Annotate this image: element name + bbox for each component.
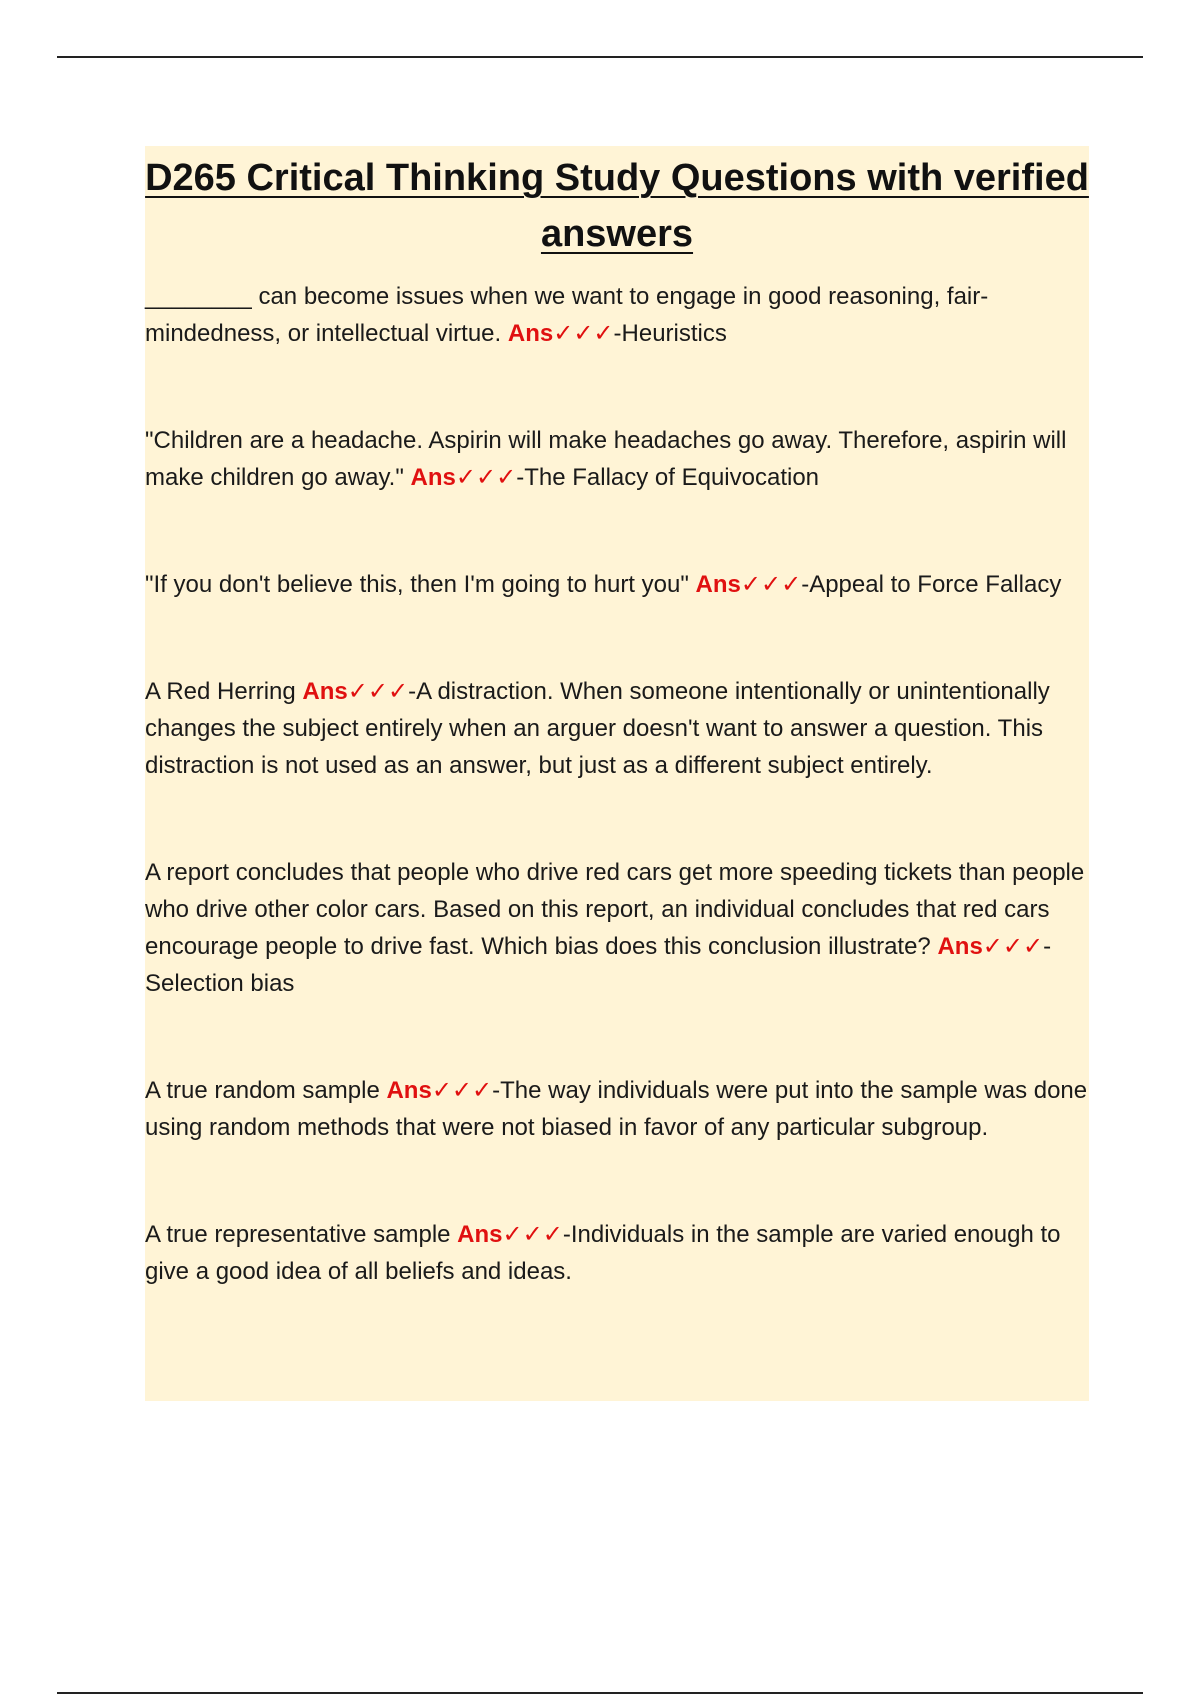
qa-item [145,422,1089,496]
answer-marker: Ans [695,571,741,598]
question-text: A true representative sample [145,1221,451,1248]
question-text: A Red Herring [145,678,296,705]
answer-marker: Ans [386,1077,432,1104]
answer-marker: Ans [937,933,983,960]
check-marks-icon: ✓✓✓ [553,320,614,347]
qa-item [145,1072,1089,1146]
qa-item [145,278,1089,352]
question-text: A report concludes that people who drive red cars get more speeding tickets than people who drive other color cars. Based on this report, an individual concludes that red cars encourage people to drive fast. Which bias does this conclusion illustrate? [145,859,1085,960]
qa-item [145,673,1089,784]
qa-item [145,854,1089,1002]
check-marks-icon: ✓✓✓ [347,678,409,705]
answer-marker: Ans [507,320,554,347]
check-marks-icon: ✓✓✓ [455,464,517,491]
answer-marker: Ans [302,678,348,705]
check-marks-icon: ✓✓✓ [982,933,1044,960]
question-text: "If you don't believe this, then I'm going to hurt you" [145,571,689,598]
answer-text: -Individuals in the sample are varied enough to give a good idea of all beliefs and ideas. [145,1221,1061,1285]
answer-text: -Selection bias [145,933,1052,997]
answer-text: -The way individuals were put into the sample was done using random methods that were not biased in favor of any particular subgroup. [145,1077,1088,1141]
qa-list [145,278,1089,1290]
question-text: A true random sample [145,1077,380,1104]
check-marks-icon: ✓✓✓ [431,1077,493,1104]
document-title: D265 Critical Thinking Study Questions with verified answers [145,157,1089,255]
answer-marker: Ans [410,464,456,491]
highlighted-content [145,146,1089,1401]
answer-text: -The Fallacy of Equivocation [516,464,820,491]
answer-marker: Ans [457,1221,503,1248]
question-text: "Children are a headache. Aspirin will make headaches go away. Therefore, aspirin will make children go away." [145,427,1067,491]
qa-item [145,566,1089,603]
check-marks-icon: ✓✓✓ [740,571,802,598]
qa-item [145,1216,1089,1290]
top-rule [57,56,1143,58]
answer-text: -Heuristics [613,320,727,347]
answer-text: -A distraction. When someone intentionally or unintentionally changes the subject entirely when an arguer doesn't want to answer a question. This distraction is not used as an answer, but just as a different subject entirely. [145,678,1050,779]
check-marks-icon: ✓✓✓ [502,1221,563,1248]
answer-text: -Appeal to Force Fallacy [801,571,1062,598]
bottom-rule [57,1692,1143,1694]
question-text: ________ can become issues when we want to engage in good reasoning, fair-mindedness, or intellectual virtue. [145,283,989,347]
